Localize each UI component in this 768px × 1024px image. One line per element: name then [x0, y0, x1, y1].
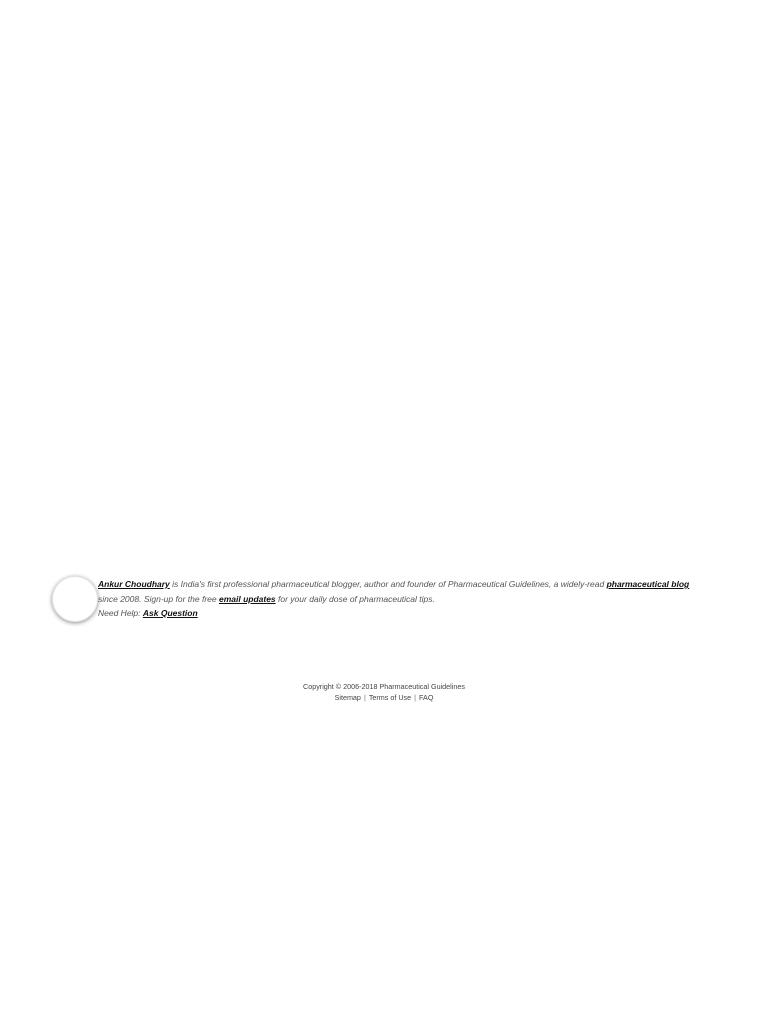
help-label: Need Help:	[98, 608, 143, 618]
author-help-line	[98, 606, 734, 621]
faq-link[interactable]: FAQ	[419, 693, 434, 702]
email-updates-link[interactable]: email updates	[218, 593, 276, 604]
footer-separator: |	[414, 693, 417, 702]
bio-text: for your daily dose of pharmaceutical tips.	[275, 593, 435, 604]
ask-question-link[interactable]: Ask Question	[142, 608, 198, 618]
bio-text: since 2008. Sign-up for the free	[98, 593, 219, 604]
footer	[0, 681, 768, 703]
author-bio-line-2	[98, 592, 734, 607]
copyright-text: Copyright © 2006-2018 Pharmaceutical Guidelines	[303, 682, 465, 691]
pharmaceutical-blog-link[interactable]: pharmaceutical blog	[606, 579, 690, 589]
bio-text: is India's first professional pharmaceutical blogger, author and founder of Pharmaceutical Guidelines, a widely-read	[169, 579, 607, 589]
author-name-link[interactable]: Ankur Choudhary	[98, 579, 170, 589]
footer-separator: |	[363, 693, 366, 702]
footer-links	[0, 692, 768, 703]
sitemap-link[interactable]: Sitemap	[334, 693, 361, 702]
author-bio-line-1	[98, 577, 734, 592]
author-bio	[98, 577, 734, 621]
author-avatar	[52, 576, 98, 622]
terms-of-use-link[interactable]: Terms of Use	[368, 693, 412, 702]
